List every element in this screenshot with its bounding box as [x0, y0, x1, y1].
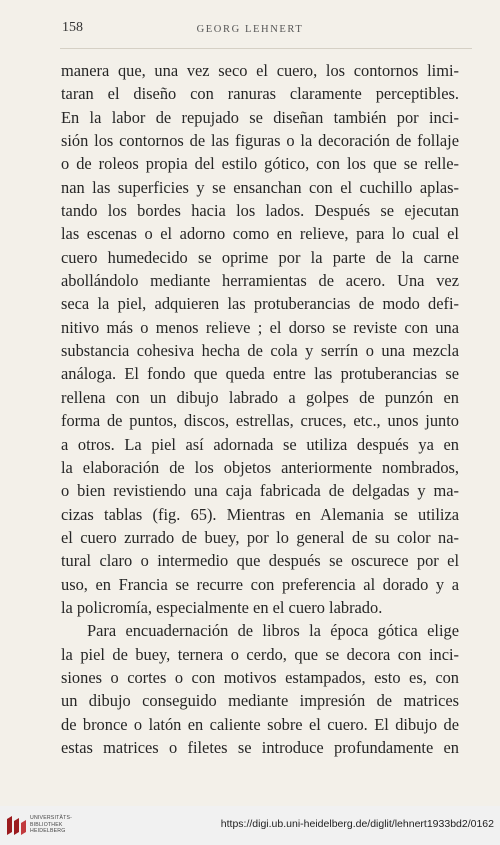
text-line: siones o cortes o con motivos estampados, esto es, con: [61, 667, 459, 687]
header-rule: [60, 48, 472, 49]
library-name-line: UNIVERSITÄTS-: [30, 815, 73, 821]
text-line: de bronce o latón en caliente sobre el cuero. El dibujo de: [61, 714, 459, 734]
text-line: la piel de buey, ternera o cerdo, que se decora con inci-: [61, 644, 459, 664]
paragraph-1: [61, 59, 459, 619]
text-line: uso, en Francia se recurre con preferencia al dorado y a: [61, 574, 459, 594]
text-line: la policromía, especialmente en el cuero labrado.: [61, 597, 383, 617]
text-line: el cuero zurrado de buey, por lo general de su color na-: [61, 527, 459, 547]
text-line: nan las superficies y se ensanchan con el cuchillo aplas-: [61, 177, 459, 197]
text-line: abollándolo mediante herramientas de acero. Una vez: [61, 271, 459, 291]
library-name-line: BIBLIOTHEK: [30, 821, 63, 828]
text-line: sión los contornos de las figuras o la decoración de follaje: [61, 131, 459, 151]
text-line: la elaboración de los objetos anteriormente nombrados,: [61, 457, 459, 477]
text-line: manera que, una vez seco el cuero, los contornos limi-: [61, 61, 459, 80]
text-line: Para encuadernación de libros la época gótica elige: [87, 621, 459, 641]
text-line: taran el diseño con ranuras claramente perceptibles.: [61, 84, 459, 104]
text-line: un dibujo conseguido mediante impresión de matrices: [61, 691, 459, 711]
text-line: forma de puntos, discos, estrellas, cruces, etc., unos junto: [61, 411, 459, 431]
viewer-footer: [0, 806, 500, 845]
text-line: rellena con un dibujo labrado a golpes de punzón en: [61, 387, 459, 407]
university-library-logo-icon: [5, 815, 29, 837]
text-line: estas matrices o filetes se introduce profundamente en: [61, 737, 459, 757]
library-name: [30, 815, 72, 835]
text-line: las escenas o el adorno como en relieve, para lo cual el: [61, 224, 459, 244]
text-line: cuero humedecido se oprime por la parte de la carne: [61, 247, 459, 267]
permalink-url[interactable]: https://digi.ub.uni-heidelberg.de/diglit/lehnert1933bd2/0162: [220, 818, 494, 830]
text-line: cizas tablas (fig. 65). Mientras en Alemania se utiliza: [61, 504, 459, 524]
library-name-line: HEIDELBERG: [30, 828, 66, 834]
running-head: GEORG LEHNERT: [196, 24, 304, 35]
text-line: a otros. La piel así adornada se utiliza después ya en: [61, 434, 459, 454]
text-line: o de roleos propia del estilo gótico, con los que se relle-: [61, 154, 459, 174]
text-line: substancia cohesiva hecha de cola y serrín o una mezcla: [61, 341, 459, 361]
text-line: En la labor de repujado se diseñan también por inci-: [61, 107, 459, 127]
text-line: tando los bordes hacia los lados. Después se ejecutan: [61, 201, 459, 221]
body-text: [61, 59, 459, 759]
text-line: análoga. El fondo que queda entre las protuberancias se: [61, 364, 459, 384]
text-line: tural claro o intermedio que después se oscurece por el: [61, 551, 459, 571]
page-number: 158: [62, 20, 83, 35]
text-line: o bien revistiendo una caja fabricada de delgadas y ma-: [61, 481, 459, 501]
text-line: seca la piel, adquieren las protuberancias de modo defi-: [61, 294, 459, 314]
paragraph-2: [61, 619, 459, 759]
text-line: nitivo más o menos relieve ; el dorso se reviste con una: [61, 317, 459, 337]
